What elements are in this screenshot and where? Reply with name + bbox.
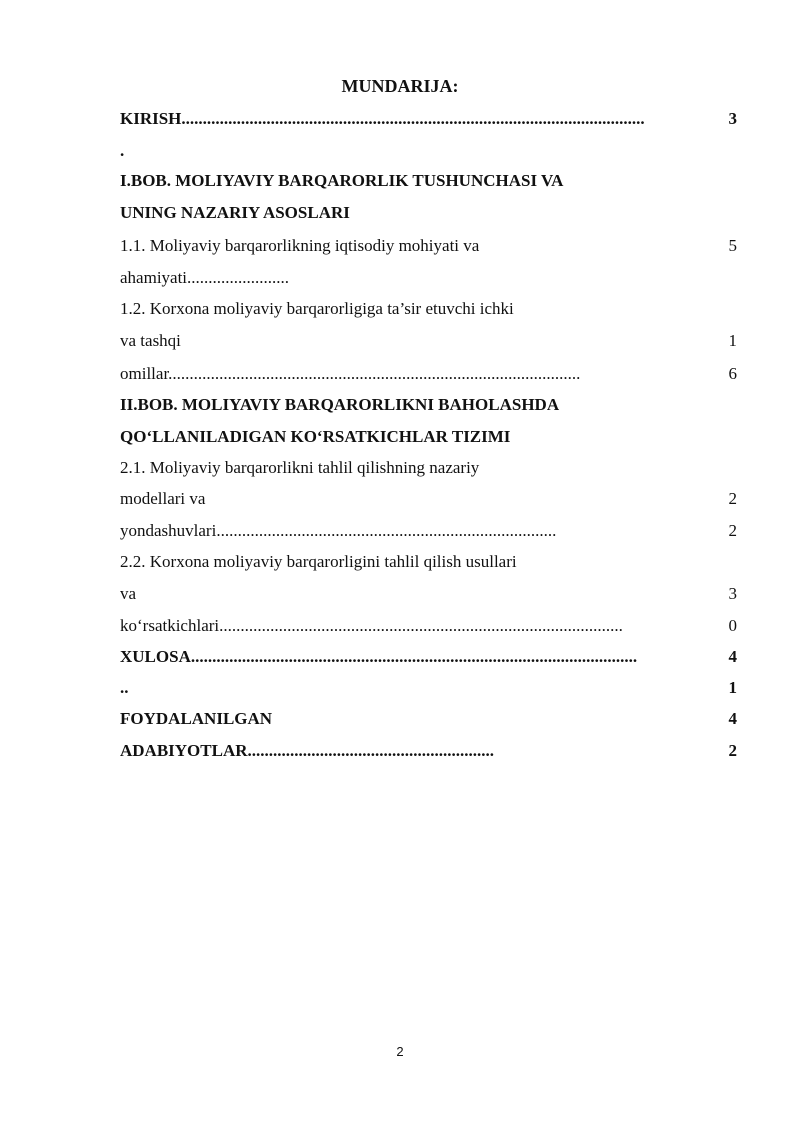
toc-entry-1-2-cont: va tashqi [120,331,181,350]
page-number: 0 [728,616,737,635]
page-number: 2 [728,741,737,760]
toc-entry-1-2-end: omillar................................................................................................. [120,364,581,383]
toc-entry-xulosa: XULOSA......................................................................................................... [120,647,638,666]
chapter-heading-2: II.BOB. MOLIYAVIY BARQARORLIKNI BAHOLASHDA [120,395,560,414]
toc-entry-1-1-cont: ahamiyati........................ [120,268,290,287]
toc-entry-2-1-cont: modellari va [120,489,206,508]
toc-title: MUNDARIJA: [341,76,459,96]
chapter-heading-2-cont: QO‘LLANILADIGAN KO‘RSATKICHLAR TIZIMI [120,427,511,446]
toc-entry-references-cont: ADABIYOTLAR.......................................................... [120,741,495,760]
toc-entry-kirish: KIRISH............................................................................................................. [120,109,645,128]
toc-entry-references: FOYDALANILGAN [120,709,273,728]
page-number: 3 [728,584,737,603]
page-number: 1 [728,678,737,697]
page-number: 2 [728,489,737,508]
toc-entry-2-2-end: ko‘rsatkichlari............................................................................................... [120,616,623,635]
toc-entry-xulosa-cont: .. [120,678,129,697]
toc-entry-dot: . [120,141,125,160]
page-number: 6 [728,364,737,383]
chapter-heading-1: I.BOB. MOLIYAVIY BARQARORLIK TUSHUNCHASI VA [120,171,564,190]
page-number: 3 [728,109,737,128]
toc-entry-2-1-end: yondashuvlari................................................................................ [120,521,557,540]
page-number: 1 [728,331,737,350]
page-number: 5 [728,236,737,255]
toc-entry-2-2-cont: va [120,584,137,603]
chapter-heading-1-cont: UNING NAZARIY ASOSLARI [120,203,350,222]
page-footer-number: 2 [396,1044,404,1059]
page-number: 2 [728,521,737,540]
toc-entry-2-1: 2.1. Moliyaviy barqarorlikni tahlil qilishning nazariy [120,458,480,477]
page-number: 4 [728,647,737,666]
toc-entry-1-1: 1.1. Moliyaviy barqarorlikning iqtisodiy mohiyati va [120,236,480,255]
toc-entry-2-2: 2.2. Korxona moliyaviy barqarorligini tahlil qilish usullari [120,552,517,571]
page-number: 4 [728,709,737,728]
toc-entry-1-2: 1.2. Korxona moliyaviy barqarorligiga ta’sir etuvchi ichki [120,299,514,318]
